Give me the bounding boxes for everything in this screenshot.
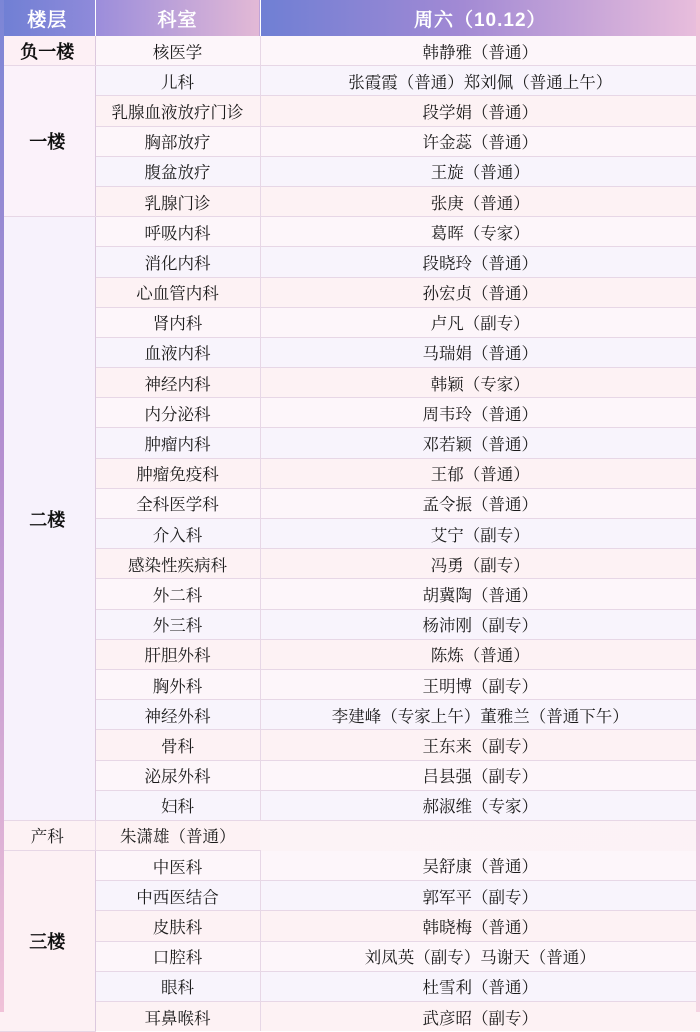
department-cell: 儿科 xyxy=(95,66,260,96)
doctor-cell: 孟令振（普通） xyxy=(260,488,700,518)
table-row xyxy=(0,247,700,277)
table-row xyxy=(0,790,700,820)
table-body xyxy=(0,36,700,1031)
doctor-cell: 张霞霞（普通）郑刘佩（普通上午） xyxy=(260,66,700,96)
table-row xyxy=(0,820,700,850)
department-cell: 神经外科 xyxy=(95,700,260,730)
department-cell: 口腔科 xyxy=(95,941,260,971)
department-cell: 神经内科 xyxy=(95,368,260,398)
department-cell: 外二科 xyxy=(95,579,260,609)
department-cell: 骨科 xyxy=(95,730,260,760)
doctor-cell: 马瑞娟（普通） xyxy=(260,337,700,367)
department-cell: 泌尿外科 xyxy=(95,760,260,790)
table-row xyxy=(0,36,700,66)
table-row xyxy=(0,700,700,730)
department-cell: 肿瘤免疫科 xyxy=(95,458,260,488)
table-row xyxy=(0,96,700,126)
table-row xyxy=(0,609,700,639)
doctor-cell: 张庚（普通） xyxy=(260,186,700,216)
department-cell: 肝胆外科 xyxy=(95,639,260,669)
table-row xyxy=(0,398,700,428)
doctor-cell: 武彦昭（副专） xyxy=(260,1002,700,1032)
doctor-cell: 葛晖（专家） xyxy=(260,217,700,247)
header-floor: 楼层 xyxy=(0,0,95,36)
doctor-cell: 段晓玲（普通） xyxy=(260,247,700,277)
table-header xyxy=(0,0,700,36)
doctor-cell: 段学娟（普通） xyxy=(260,96,700,126)
doctor-cell: 艾宁（副专） xyxy=(260,519,700,549)
department-cell: 胸部放疗 xyxy=(95,126,260,156)
doctor-cell: 许金蕊（普通） xyxy=(260,126,700,156)
department-cell: 眼科 xyxy=(95,971,260,1001)
table-row xyxy=(0,277,700,307)
doctor-cell: 冯勇（副专） xyxy=(260,549,700,579)
department-cell: 内分泌科 xyxy=(95,398,260,428)
table-row xyxy=(0,126,700,156)
department-cell: 中医科 xyxy=(95,851,260,881)
doctor-cell: 王旋（普通） xyxy=(260,156,700,186)
table-row xyxy=(0,730,700,760)
doctor-cell: 韩晓梅（普通） xyxy=(260,911,700,941)
department-cell: 血液内科 xyxy=(95,337,260,367)
department-cell: 外三科 xyxy=(95,609,260,639)
doctor-cell: 刘凤英（副专）马谢天（普通） xyxy=(260,941,700,971)
doctor-cell: 周韦玲（普通） xyxy=(260,398,700,428)
table-row xyxy=(0,458,700,488)
doctor-cell: 朱潇雄（普通） xyxy=(95,820,260,850)
department-cell: 乳腺血液放疗门诊 xyxy=(95,96,260,126)
doctor-cell: 杨沛刚（副专） xyxy=(260,609,700,639)
doctor-cell: 王明博（副专） xyxy=(260,669,700,699)
doctor-cell: 王郁（普通） xyxy=(260,458,700,488)
doctor-cell: 陈炼（普通） xyxy=(260,639,700,669)
department-cell: 妇科 xyxy=(95,790,260,820)
table-row xyxy=(0,760,700,790)
department-cell: 中西医结合 xyxy=(95,881,260,911)
table-row xyxy=(0,66,700,96)
department-cell: 肿瘤内科 xyxy=(95,428,260,458)
department-cell: 呼吸内科 xyxy=(95,217,260,247)
department-cell: 乳腺门诊 xyxy=(95,186,260,216)
department-cell: 产科 xyxy=(0,820,95,850)
table-row xyxy=(0,156,700,186)
doctor-cell: 吕县强（副专） xyxy=(260,760,700,790)
department-cell: 心血管内科 xyxy=(95,277,260,307)
department-cell: 感染性疾病科 xyxy=(95,549,260,579)
header-doctor: 周六（10.12） xyxy=(260,0,700,36)
department-cell: 核医学 xyxy=(95,36,260,66)
doctor-cell: 卢凡（副专） xyxy=(260,307,700,337)
table-row xyxy=(0,911,700,941)
department-cell: 耳鼻喉科 xyxy=(95,1002,260,1032)
table-row xyxy=(0,669,700,699)
doctor-cell: 郭军平（副专） xyxy=(260,881,700,911)
table-row xyxy=(0,217,700,247)
table-row xyxy=(0,639,700,669)
table-row xyxy=(0,519,700,549)
doctor-cell: 胡冀陶（普通） xyxy=(260,579,700,609)
table-row xyxy=(0,186,700,216)
doctor-cell: 杜雪利（普通） xyxy=(260,971,700,1001)
table-row xyxy=(0,307,700,337)
table-row xyxy=(0,549,700,579)
department-cell: 腹盆放疗 xyxy=(95,156,260,186)
department-cell: 肾内科 xyxy=(95,307,260,337)
floor-cell: 负一楼 xyxy=(0,36,95,66)
doctor-cell: 吴舒康（普通） xyxy=(260,851,700,881)
doctor-cell: 邓若颖（普通） xyxy=(260,428,700,458)
floor-cell: 二楼 xyxy=(0,217,95,821)
table-row xyxy=(0,579,700,609)
doctor-cell: 孙宏贞（普通） xyxy=(260,277,700,307)
department-cell: 皮肤科 xyxy=(95,911,260,941)
doctor-cell: 郝淑维（专家） xyxy=(260,790,700,820)
doctor-cell: 王东来（副专） xyxy=(260,730,700,760)
table-row xyxy=(0,428,700,458)
right-gradient-edge xyxy=(696,0,700,1012)
floor-cell: 三楼 xyxy=(0,851,95,1032)
header-row xyxy=(0,0,700,36)
doctor-cell: 李建峰（专家上午）董雅兰（普通下午） xyxy=(260,700,700,730)
floor-cell: 一楼 xyxy=(0,66,95,217)
table-row xyxy=(0,881,700,911)
doctor-cell: 韩静雅（普通） xyxy=(260,36,700,66)
table-row xyxy=(0,971,700,1001)
department-cell: 介入科 xyxy=(95,519,260,549)
header-department: 科室 xyxy=(95,0,260,36)
table-row xyxy=(0,368,700,398)
department-cell: 胸外科 xyxy=(95,669,260,699)
department-cell: 全科医学科 xyxy=(95,488,260,518)
table-row xyxy=(0,851,700,881)
department-cell: 消化内科 xyxy=(95,247,260,277)
table-row xyxy=(0,337,700,367)
doctor-cell: 韩颖（专家） xyxy=(260,368,700,398)
table-row xyxy=(0,941,700,971)
left-gradient-edge xyxy=(0,0,4,1012)
table-row xyxy=(0,1002,700,1032)
table-row xyxy=(0,488,700,518)
